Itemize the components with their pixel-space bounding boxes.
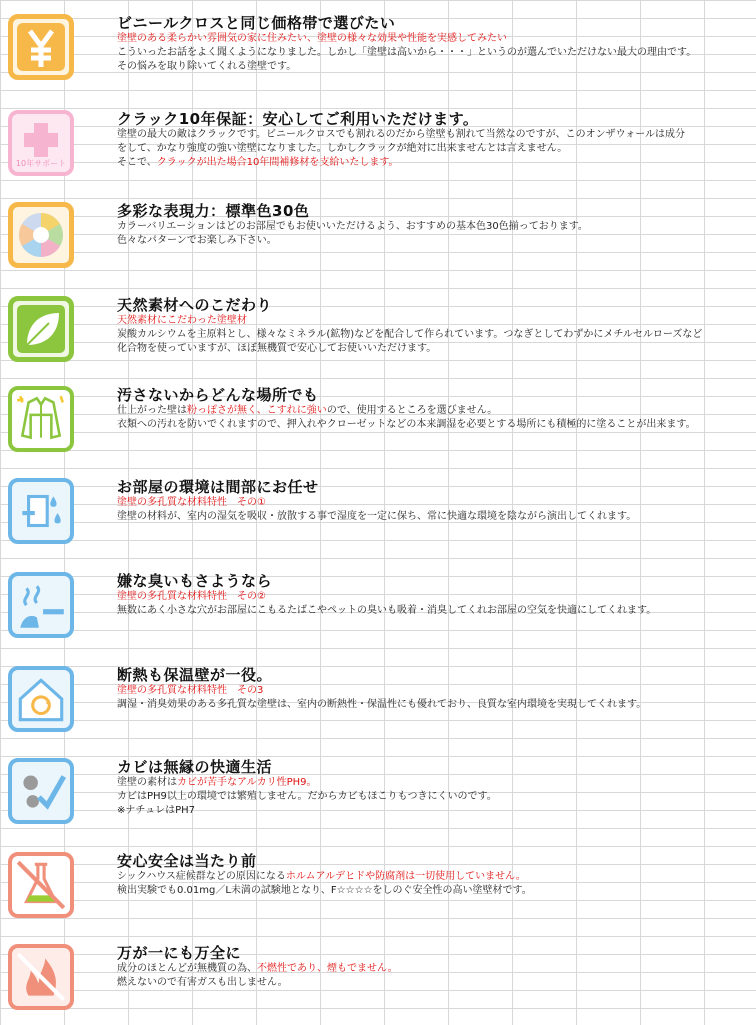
insulated-house-icon (8, 666, 74, 732)
feature-fireproof (0, 944, 756, 1024)
feature-deodorize (0, 572, 756, 652)
feature-safety (0, 852, 756, 932)
section-text: 成分のほとんどが無機質の為、不燃性であり、煙もでません。 (117, 963, 398, 974)
section-text: 化合物を使っていますが、ほぼ無機質で安心してお使いいただけます。 (117, 343, 437, 354)
highlight-text: 粉っぽさが無く、こすれに強い (187, 405, 327, 416)
section-title: 万が一にも万全に (117, 944, 242, 962)
highlight-text: ホルムアルデヒドや防腐剤は一切使用していません。 (285, 871, 526, 882)
section-text: 炭酸カルシウムを主原料とし、様々なミネラル(鉱物)などを配合して作られています。つなぎとしてわずかにメチルセルローズなど (117, 329, 703, 340)
no-chemical-flask-icon (8, 852, 74, 918)
section-subtitle: 塗壁の多孔質な材料特性 その3 (117, 685, 264, 696)
section-title: クラック10年保証：安心してご利用いただけます。 (117, 110, 479, 128)
highlight-text: カビが苦手なアルカリ性PH9。 (177, 777, 317, 788)
section-text: ※ナチュレはPH7 (117, 805, 195, 816)
section-text: 調湿・消臭効果のある多孔質な塗壁は、室内の断熱性・保温性にも優れており、良質な室内環境を実現してくれます。 (117, 699, 647, 710)
section-text: 塗壁の最大の敵はクラックです。ビニールクロスでも割れるのだから塗壁も割れて当然なのですが、このオンザウォールは成分 (117, 129, 685, 140)
section-text: その悩みを取り除いてくれる塗壁です。 (117, 61, 297, 72)
section-text: をして、かなり強度の強い塗壁になりました。しかしクラックが絶対に出来ませんとは言えません。 (117, 143, 568, 154)
section-subtitle: 塗壁の多孔質な材料特性 その② (117, 591, 266, 602)
section-text: シックハウス症候群などの原因になるホルムアルデヒドや防腐剤は一切使用していません。 (117, 871, 526, 882)
highlight-text: クラックが出た場合10年間補修材を支給いたします。 (156, 157, 399, 168)
section-subtitle: 塗壁の多孔質な材料特性 その① (117, 497, 266, 508)
section-title: カビは無縁の快適生活 (117, 758, 273, 776)
section-subtitle: 塗壁のある柔らかい雰囲気の家に住みたい、塗壁の様々な効果や性能を実感してみたい (117, 33, 507, 44)
feature-natural-material (0, 296, 756, 376)
odor-smoke-icon (8, 572, 74, 638)
section-text: 塗壁の材料が、室内の湿気を吸収・放散する事で湿度を一定に保ち、常に快適な環境を陰ながら演出してくれます。 (117, 511, 637, 522)
section-text: そこで、クラックが出た場合10年間補修材を支給いたします。 (117, 157, 399, 168)
section-text: 検出実験でも0.01mg／L未満の試験地となり、F☆☆☆☆をしのぐ安全性の高い塗壁材です。 (117, 885, 532, 896)
no-fire-icon (8, 944, 74, 1010)
support-label: 10年サポート (15, 159, 67, 168)
section-title: ビニールクロスと同じ価格帯で選びたい (117, 14, 396, 32)
section-title: 汚さないからどんな場所でも (117, 386, 319, 404)
section-text: カビはPH9以上の環境では繁殖しません。だからカビもほこりもつきにくいのです。 (117, 791, 497, 802)
section-title: 嫌な臭いもさようなら (117, 572, 273, 590)
section-subtitle: 天然素材にこだわった塗壁材 (117, 315, 247, 326)
feature-colors (0, 202, 756, 282)
section-text: 無数にあく小さな穴がお部屋にこもるたばこやペットの臭いも吸着・消臭してくれお部屋の空気を快適にしてくれます。 (117, 605, 657, 616)
section-title: 安心安全は当たり前 (117, 852, 257, 870)
highlight-text: 不燃性であり、煙もでません。 (257, 963, 398, 974)
section-text: 仕上がった壁は粉っぽさが無く、こすれに強いので、使用するところを選びません。 (117, 405, 498, 416)
feature-humidity (0, 478, 756, 558)
feature-insulation (0, 666, 756, 746)
feature-anti-mold (0, 758, 756, 838)
section-title: 多彩な表現力：標準色30色 (117, 202, 310, 220)
yen-icon (8, 14, 74, 80)
color-wheel-icon (8, 202, 74, 268)
feature-crack-warranty (0, 110, 756, 190)
anti-mold-icon (8, 758, 74, 824)
section-text: こういったお話をよく聞くようになりました。しかし「塗壁は高いから・・・」というのが選んでいただけない最大の理由です。 (117, 47, 697, 58)
section-text: 衣類への汚れを防いでくれますので、押入れやクローゼットなどの本来調湿を必要とする場所にも積極的に塗ることが出来ます。 (117, 419, 696, 430)
section-title: 天然素材へのこだわり (117, 296, 273, 314)
section-text: 塗壁の素材はカビが苦手なアルカリ性PH9。 (117, 777, 317, 788)
section-title: お部屋の環境は間部にお任せ (117, 478, 319, 496)
section-text: 色々なパターンでお楽しみ下さい。 (117, 235, 277, 246)
section-text: 燃えないので有害ガスも出しません。 (117, 977, 288, 988)
feature-price (0, 14, 756, 94)
ten-year-support-icon (8, 110, 74, 176)
section-text: カラーバリエーションはどのお部屋でもお使いいただけるよう、おすすめの基本色30色揃っております。 (117, 221, 588, 232)
leaf-icon (8, 296, 74, 362)
clean-shirt-icon (8, 386, 74, 452)
feature-no-dirt (0, 386, 756, 466)
section-title: 断熱も保温壁が一役。 (117, 666, 273, 684)
humidity-window-icon (8, 478, 74, 544)
